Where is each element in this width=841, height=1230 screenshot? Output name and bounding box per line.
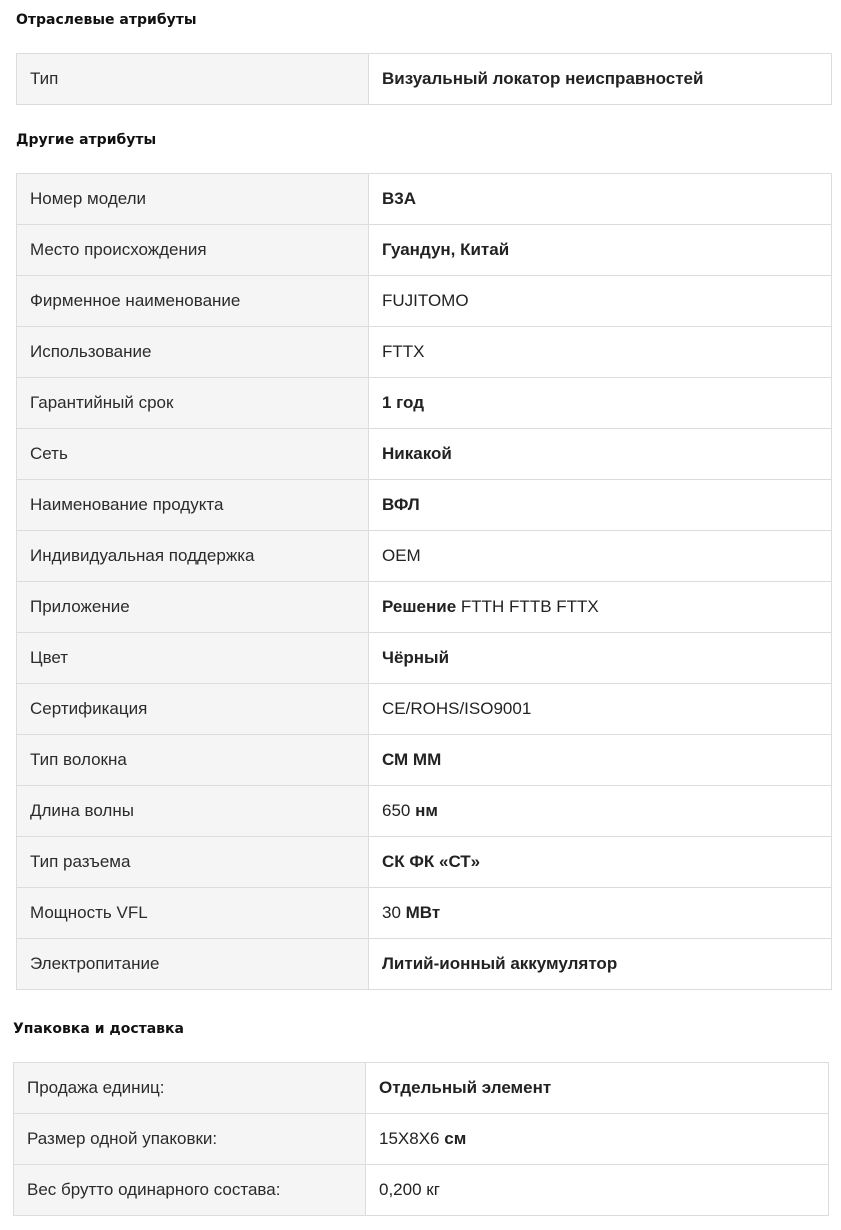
- table-row: [14, 1165, 829, 1216]
- attribute-value: FTTX: [369, 327, 832, 378]
- attribute-value-unit: см: [444, 1129, 467, 1148]
- table-row: [17, 735, 832, 786]
- section-title-industry-attributes: Отраслевые атрибуты: [16, 12, 197, 28]
- attribute-value: Визуальный локатор неисправностей: [369, 54, 832, 105]
- table-row: [17, 786, 832, 837]
- attribute-label: Электропитание: [17, 939, 369, 990]
- attribute-value: OEM: [369, 531, 832, 582]
- attribute-value-number: 650: [382, 801, 416, 820]
- attribute-value: Чёрный: [369, 633, 832, 684]
- attribute-label: Тип разъема: [17, 837, 369, 888]
- table-row: [17, 378, 832, 429]
- attribute-label: Продажа единиц:: [14, 1063, 366, 1114]
- table-row: [17, 531, 832, 582]
- attribute-value: 0,200 кг: [366, 1165, 829, 1216]
- table-row: [17, 633, 832, 684]
- attribute-value: [366, 1114, 829, 1165]
- table-row: [17, 54, 832, 105]
- attribute-value: СМ ММ: [369, 735, 832, 786]
- attribute-label: Сертификация: [17, 684, 369, 735]
- attribute-value-number: 15X8X6: [379, 1129, 445, 1148]
- table-row: [17, 174, 832, 225]
- attribute-value-unit: МВт: [405, 903, 441, 922]
- table-row: [17, 225, 832, 276]
- attribute-label: Приложение: [17, 582, 369, 633]
- attribute-label: Индивидуальная поддержка: [17, 531, 369, 582]
- attribute-label: Цвет: [17, 633, 369, 684]
- attribute-label: Мощность VFL: [17, 888, 369, 939]
- table-row: [17, 837, 832, 888]
- attribute-label: Сеть: [17, 429, 369, 480]
- section-title-packaging: Упаковка и доставка: [13, 1021, 184, 1037]
- attribute-label: Вес брутто одинарного состава:: [14, 1165, 366, 1216]
- industry-attributes-table: [16, 53, 832, 105]
- attribute-label: Тип волокна: [17, 735, 369, 786]
- attribute-value: FUJITOMO: [369, 276, 832, 327]
- attribute-value: Гуандун, Китай: [369, 225, 832, 276]
- attribute-label: Размер одной упаковки:: [14, 1114, 366, 1165]
- attribute-label: Гарантийный срок: [17, 378, 369, 429]
- attribute-value-rest: FTTH FTTB FTTX: [456, 597, 599, 616]
- attribute-value-unit: нм: [415, 801, 438, 820]
- attribute-value: СК ФК «СТ»: [369, 837, 832, 888]
- attribute-label: Тип: [17, 54, 369, 105]
- table-row: [17, 429, 832, 480]
- packaging-table: [13, 1062, 829, 1216]
- attribute-value: [369, 888, 832, 939]
- table-row: [17, 480, 832, 531]
- attribute-label: Использование: [17, 327, 369, 378]
- table-row: [17, 684, 832, 735]
- attribute-value: [369, 582, 832, 633]
- attribute-value: [369, 786, 832, 837]
- attribute-value-main: Решение: [382, 597, 457, 616]
- attribute-value: B3A: [369, 174, 832, 225]
- table-row: [17, 888, 832, 939]
- attribute-value-number: 30: [382, 903, 406, 922]
- attribute-value: ВФЛ: [369, 480, 832, 531]
- attribute-value: Никакой: [369, 429, 832, 480]
- attribute-label: Фирменное наименование: [17, 276, 369, 327]
- section-title-other-attributes: Другие атрибуты: [16, 132, 157, 148]
- attribute-value: Отдельный элемент: [366, 1063, 829, 1114]
- table-row: [17, 276, 832, 327]
- attribute-label: Место происхождения: [17, 225, 369, 276]
- table-row: [17, 327, 832, 378]
- attribute-label: Номер модели: [17, 174, 369, 225]
- other-attributes-table: [16, 173, 832, 990]
- attribute-value: CE/ROHS/ISO9001: [369, 684, 832, 735]
- attribute-label: Длина волны: [17, 786, 369, 837]
- attribute-value: Литий-ионный аккумулятор: [369, 939, 832, 990]
- table-row: [14, 1114, 829, 1165]
- table-row: [14, 1063, 829, 1114]
- table-row: [17, 939, 832, 990]
- table-row: [17, 582, 832, 633]
- attribute-value: 1 год: [369, 378, 832, 429]
- attribute-label: Наименование продукта: [17, 480, 369, 531]
